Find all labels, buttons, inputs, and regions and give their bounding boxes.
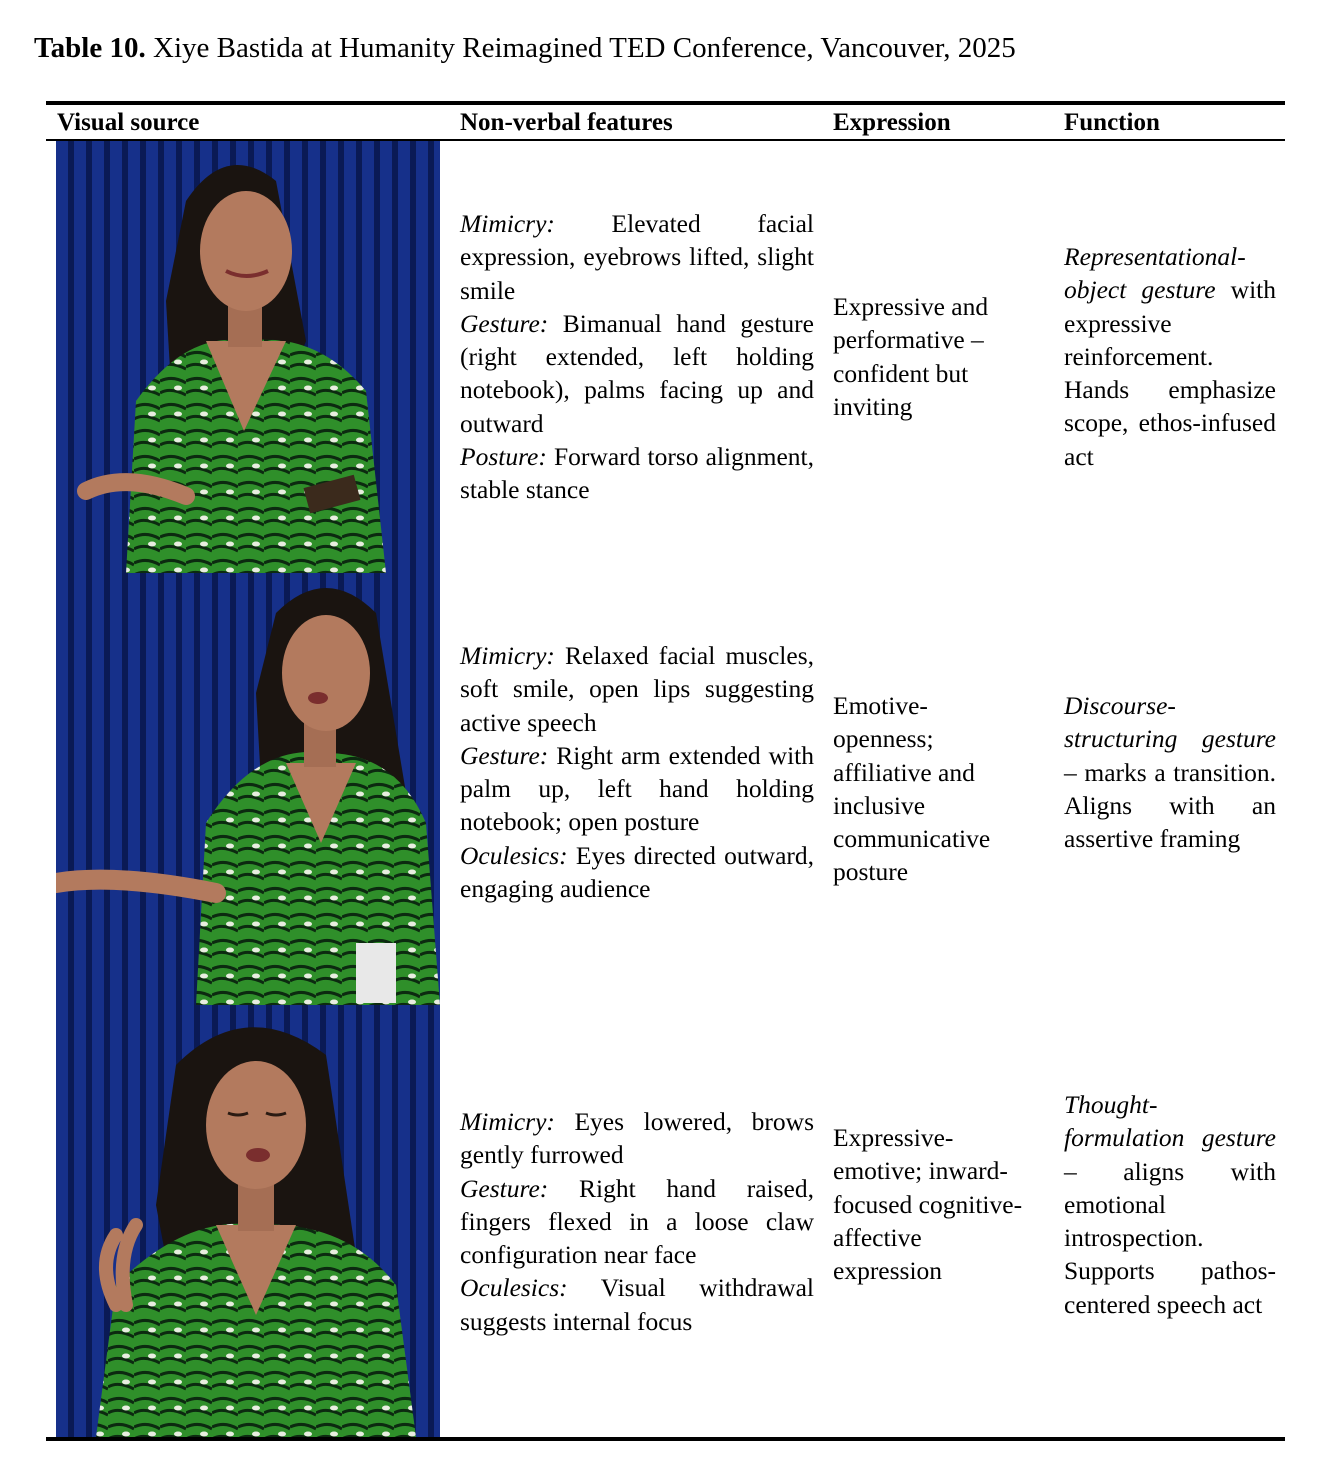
row2-mimicry-term: Mimicry:	[460, 641, 555, 670]
speaker-photo-1	[56, 141, 440, 573]
table-top-rule	[46, 101, 1285, 105]
row1-function	[1064, 240, 1276, 473]
row1-mimicry-term: Mimicry:	[460, 209, 555, 238]
row3-gesture-term: Gesture:	[460, 1173, 549, 1203]
row3-features	[460, 1105, 814, 1338]
row2-expression: Emotive-openness; affiliative and inclusive communicative posture	[833, 691, 991, 887]
speaker-photo-2-illustration	[56, 573, 440, 1005]
row1-function-term: Representational-object gesture	[1064, 242, 1246, 305]
row1-feature-posture	[460, 440, 814, 507]
row2-gesture-term: Gesture:	[460, 740, 549, 770]
row1-feature-gesture	[460, 307, 814, 440]
row3-function-term: Thought-formulation gesture	[1064, 1090, 1276, 1153]
row1-gesture-text: Bimanual hand gesture (right extended, left holding notebook), palms facing up and outward	[460, 308, 814, 438]
row3-expression: Expressive-emotive; inward-focused cognitive-affective expression	[833, 1123, 1023, 1286]
row3-mimicry-term: Mimicry:	[460, 1107, 555, 1136]
row3-gesture-text: Right hand raised, fingers flexed in a loose claw configuration near face	[460, 1173, 814, 1270]
table-bottom-rule	[46, 1437, 1285, 1441]
row1-posture-text: Forward torso alignment, stable stance	[460, 442, 814, 505]
row3-feature-oculesics	[460, 1271, 814, 1338]
row2-feature-oculesics	[460, 839, 814, 906]
speaker-photo-3	[56, 1005, 440, 1437]
header-expression: Expression	[833, 109, 951, 136]
row1-function-text: with expressive reinforcement. Hands emphasize scope, ethos-infused act	[1064, 275, 1276, 471]
header-function: Function	[1064, 109, 1160, 136]
row2-function-text: – marks a transition. Aligns with an assertive framing	[1064, 757, 1276, 854]
row2-features	[460, 639, 814, 905]
row2-mimicry-text: Relaxed facial muscles, soft smile, open lips suggesting active speech	[460, 641, 814, 737]
row3-feature-gesture	[460, 1172, 814, 1272]
row1-gesture-term: Gesture:	[460, 308, 549, 338]
row2-function-term: Discourse-structuring gesture	[1064, 691, 1276, 754]
row2-function	[1064, 689, 1276, 855]
row1-feature-mimicry	[460, 207, 814, 307]
row2-oculesics-text: Eyes directed outward, engaging audience	[460, 840, 814, 904]
header-visual-source: Visual source	[57, 109, 200, 136]
header-non-verbal-features: Non-verbal features	[460, 109, 673, 136]
speaker-photo-2	[56, 573, 440, 1005]
row3-function-text: – aligns with emotional introspection. Supports pathos-centered speech act	[1064, 1156, 1276, 1319]
row3-mimicry-text: Eyes lowered, brows gently furrowed	[460, 1107, 815, 1170]
row3-feature-mimicry	[460, 1105, 814, 1172]
speaker-photo-3-illustration	[56, 1005, 440, 1437]
row2-gesture-text: Right arm extended with palm up, left hand holding notebook; open posture	[460, 740, 815, 837]
row2-feature-gesture	[460, 739, 814, 839]
row3-oculesics-text: Visual withdrawal suggests internal focus	[460, 1273, 814, 1336]
table-title: Xiye Bastida at Humanity Reimagined TED Conference, Vancouver, 2025	[153, 32, 1016, 64]
row1-expression: Expressive and performative – confident but inviting	[833, 292, 989, 421]
table-label: Table 10.	[34, 32, 146, 64]
row1-posture-term: Posture:	[460, 442, 547, 472]
row3-oculesics-term: Oculesics:	[460, 1273, 568, 1303]
table-caption	[34, 30, 1016, 66]
row2-feature-mimicry	[460, 639, 814, 739]
row1-mimicry-text: Elevated facial expression, eyebrows lifted, slight smile	[460, 209, 814, 305]
row3-function	[1064, 1088, 1276, 1321]
row2-oculesics-term: Oculesics:	[460, 840, 568, 870]
row1-features	[460, 207, 814, 507]
speaker-photo-1-illustration	[56, 141, 440, 573]
